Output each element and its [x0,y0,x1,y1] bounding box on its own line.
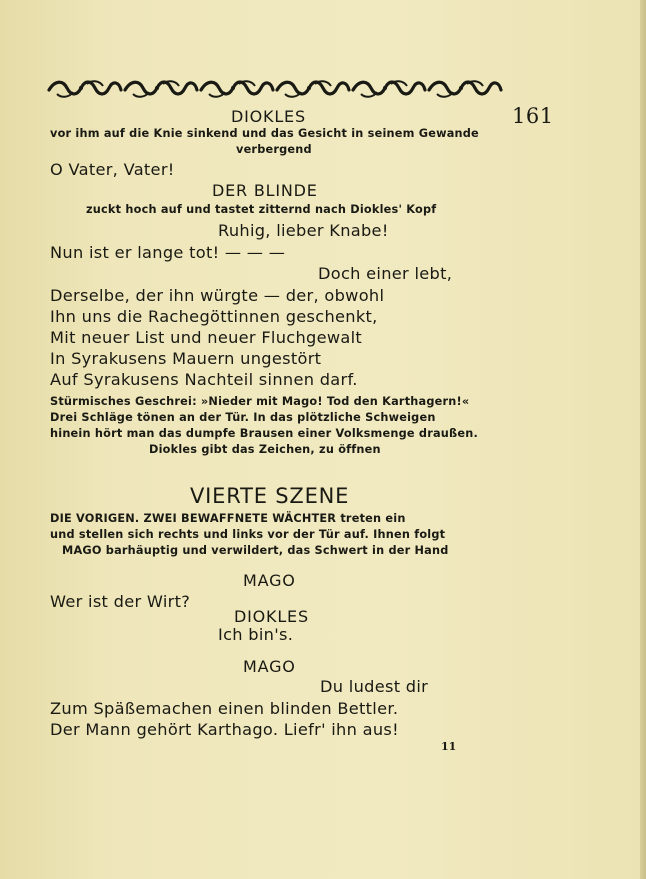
stage-direction-line: zuckt hoch auf und tastet zitternd nach Diokles' Kopf [86,203,437,216]
speaker-name: MAGO [243,657,296,676]
verse-line: In Syrakusens Mauern ungestört [50,349,322,368]
page-number: 161 [512,104,554,128]
stage-direction-line: und stellen sich rechts und links vor der Tür auf. Ihnen folgt [50,528,446,541]
speaker-name: DER BLINDE [212,181,318,200]
stage-direction-line: Drei Schläge tönen an der Tür. In das plötzliche Schweigen [50,411,436,424]
verse-line: Auf Syrakusens Nachteil sinnen darf. [50,370,358,389]
stage-direction-line: vor ihm auf die Knie sinkend und das Gesicht in seinem Gewande [50,127,479,140]
speaker-name: MAGO [243,571,296,590]
verse-line: O Vater, Vater! [50,160,175,179]
signature-mark: 11 [441,740,457,753]
stage-direction-line: Stürmisches Geschrei: »Nieder mit Mago! Tod den Karthagern!« [50,395,470,408]
verse-line: Der Mann gehört Karthago. Liefr' ihn aus! [50,720,399,739]
stage-direction-line: verbergend [236,143,312,156]
stage-direction-line: DIE VORIGEN. ZWEI BEWAFFNETE WÄCHTER treten ein [50,512,406,525]
verse-line: Mit neuer List und neuer Fluchgewalt [50,328,363,347]
stage-direction-line: hinein hört man das dumpfe Brausen einer Volksmenge draußen. [50,427,478,440]
scene-heading: VIERTE SZENE [190,484,350,508]
stage-direction-line: MAGO barhäuptig und verwildert, das Schwert in der Hand [62,544,449,557]
verse-line: Zum Späßemachen einen blinden Bettler. [50,699,399,718]
ornamental-header-border [47,78,503,100]
verse-line: Ruhig, lieber Knabe! [218,221,389,240]
speaker-name: DIOKLES [234,607,309,626]
page-edge [640,0,646,879]
verse-line: Nun ist er lange tot! — — — [50,243,286,262]
verse-line: Ihn uns die Rachegöttinnen geschenkt, [50,307,378,326]
verse-line: Ich bin's. [218,625,294,644]
verse-line: Wer ist der Wirt? [50,592,191,611]
verse-line: Doch einer lebt, [318,264,453,283]
verse-line: Du ludest dir [320,677,429,696]
speaker-name: DIOKLES [231,107,306,126]
stage-direction-line: Diokles gibt das Zeichen, zu öffnen [149,443,381,456]
verse-line: Derselbe, der ihn würgte — der, obwohl [50,286,385,305]
